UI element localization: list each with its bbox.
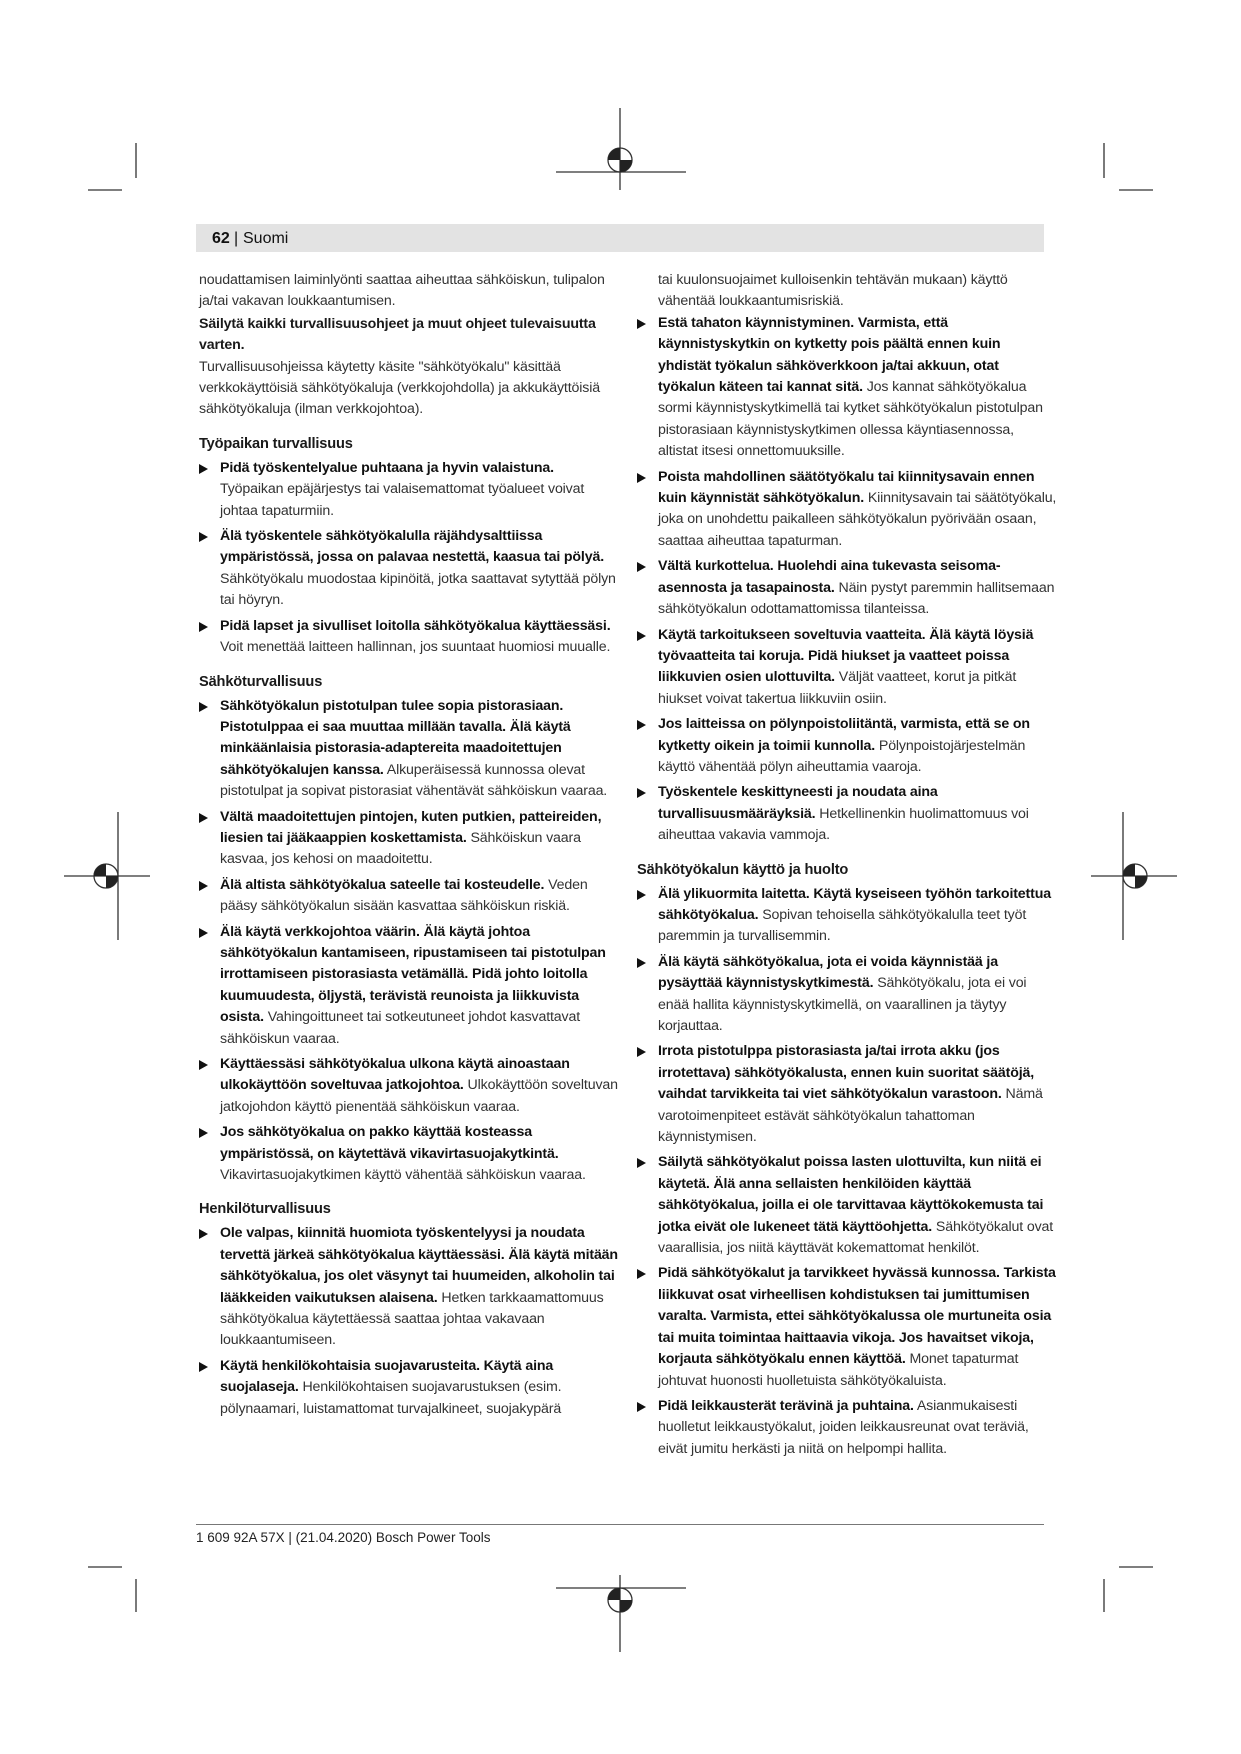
bullet-triangle-icon [637, 890, 646, 900]
bullet-triangle-icon [637, 473, 646, 483]
list-item: Älä käytä sähkötyökalua, jota ei voida käynnistää ja pysäyttää käynnistyskytkimestä. Sähkötyökalu, jota ei voi enää hallita käynnistyskytkimellä, on vaarallinen ja täytyy korjauttaa. [637, 952, 1057, 1038]
bullet-triangle-icon [637, 1269, 646, 1279]
list-item: Työskentele keskittyneesti ja noudata aina turvallisuusmääräyksiä. Hetkellinenkin huolimattomuus voi aiheuttaa vakavia vammoja. [637, 782, 1057, 846]
bullet-triangle-icon [199, 464, 208, 474]
bullet-triangle-icon [199, 928, 208, 938]
bullet-triangle-icon [637, 631, 646, 641]
bullet-triangle-icon [199, 1128, 208, 1138]
right-column [637, 270, 1057, 1464]
list-item: Pidä sähkötyökalut ja tarvikkeet hyvässä kunnossa. Tarkista liikkuvat osat virheellisen kohdistuksen tai jumittumisen varalta. Varmista, ettei sähkötyökalussa ole murtuneita osia tai muita toimintaa haittaavia vikoja. Jos havaitset vikoja, korjauta sähkötyökalu ennen käyttöä. Monet tapaturmat johtuvat huonosti huolletuista sähkötyökaluista. [637, 1263, 1057, 1391]
bullet-triangle-icon [637, 1047, 646, 1057]
list-item: Vältä kurkottelua. Huolehdi aina tukevasta seisoma-asennosta ja tasapainosta. Näin pystyt paremmin hallitsemaan sähkötyökalun odottamattomissa tilanteissa. [637, 556, 1057, 620]
list-item: Älä ylikuormita laitetta. Käytä kyseiseen työhön tarkoitettua sähkötyökalua. Sopivan tehoisella sähkötyökalulla teet työt paremmin ja turvallisemmin. [637, 884, 1057, 948]
section-heading-electrical: Sähköturvallisuus [199, 673, 323, 690]
bullet-triangle-icon [637, 1402, 646, 1412]
list-item: Jos laitteissa on pölynpoistoliitäntä, varmista, että se on kytketty oikein ja toimii kunnolla. Pölynpoistojärjestelmän käyttö vähentää pölyn aiheuttamia vaaroja. [637, 714, 1057, 778]
list-item: Estä tahaton käynnistyminen. Varmista, että käynnistyskytkin on kytketty pois päältä ennen kuin yhdistät työkalun sähköverkkoon ja/tai akkuun, otat työkalun käteen tai kannat sitä. Jos kannat sähkötyökalua sormi käynnistyskytkimellä tai kytket sähkötyökalun pistotulpan pistorasiaan käynnistyskytkimen ollessa käyntiasennossa, altistat itsesi onnettomuuksille. [637, 313, 1057, 463]
bullet-triangle-icon [637, 1158, 646, 1168]
page-footer: 1 609 92A 57X | (21.04.2020) Bosch Power Tools [196, 1530, 491, 1545]
list-item: Sähkötyökalun pistotulpan tulee sopia pistorasiaan. Pistotulppaa ei saa muuttaa millään tavalla. Älä käytä minkäänlaisia pistorasia-adaptereita maadoitettujen sähkötyökalujen kanssa. Alkuperäisessä kunnossa olevat pistotulpat ja sopivat pistorasiat vähentävät sähköiskun vaaraa. [199, 696, 619, 803]
header-separator: | [234, 230, 239, 247]
section-heading-workplace: Työpaikan turvallisuus [199, 435, 353, 452]
list-item: Pidä lapset ja sivulliset loitolla sähkötyökalua käyttäessäsi. Voit menettää laitteen hallinnan, jos suuntaat huomiosi muualle. [199, 616, 619, 659]
list-item: Irrota pistotulppa pistorasiasta ja/tai irrota akku (jos irrotettava) sähkötyökalusta, ennen kuin suoritat säätöjä, vaihdat tarvikkeita tai viet sähkötyökalun varastoon. Nämä varotoimenpiteet estävät sähkötyökalun tahattoman käynnistymisen. [637, 1041, 1057, 1148]
bullet-triangle-icon [637, 720, 646, 730]
list-item: Älä altista sähkötyökalua sateelle tai kosteudelle. Veden pääsy sähkötyökalun sisään kasvattaa sähköiskun riskiä. [199, 875, 619, 918]
page-number: 62 [212, 230, 230, 247]
bullet-triangle-icon [199, 532, 208, 542]
definition-paragraph: Turvallisuusohjeissa käytetty käsite "sähkötyökalu" käsittää verkkokäyttöisiä sähkötyökaluja (verkkojohdolla) ja akkukäyttöisiä sähkötyökaluja (ilman verkkojohtoa). [199, 358, 600, 418]
list-item: Pidä leikkausterät terävinä ja puhtaina. Asianmukaisesti huolletut leikkaustyökalut, joiden leikkausreunat ovat teräviä, eivät jumitu herkästi ja niitä on helpompi hallita. [637, 1396, 1057, 1460]
save-instructions: Säilytä kaikki turvallisuusohjeet ja muut ohjeet tulevaisuutta varten. [199, 315, 596, 354]
page-header [196, 224, 1044, 252]
list-item: Ole valpas, kiinnitä huomiota työskentelyysi ja noudata tervettä järkeä sähkötyökalua käyttäessäsi. Älä käytä mitään sähkötyökalua, jos olet väsynyt tai huumeiden, alkoholin tai lääkkeiden vaikutuksen alaisena. Hetken tarkkaamattomuus sähkötyökalua käytettäessä saattaa johtaa vakavaan loukkaantumiseen. [199, 1223, 619, 1351]
section-heading-personal: Henkilöturvallisuus [199, 1201, 331, 1218]
intro-continuation: tai kuulonsuojaimet kulloisenkin tehtävän mukaan) käyttö vähentää loukkaantumisriskiä. [658, 272, 1008, 310]
list-item: Pidä työskentelyalue puhtaana ja hyvin valaistuna. Työpaikan epäjärjestys tai valaisemattomat työalueet voivat johtaa tapaturmiin. [199, 458, 619, 522]
bullet-triangle-icon [199, 881, 208, 891]
bullet-triangle-icon [199, 702, 208, 712]
list-item: Käyttäessäsi sähkötyökalua ulkona käytä ainoastaan ulkokäyttöön soveltuvaa jatkojohtoa. Ulkokäyttöön soveltuvan jatkojohdon käyttö pienentää sähköiskun vaaraa. [199, 1054, 619, 1118]
footer-divider [196, 1524, 1044, 1525]
bullet-triangle-icon [199, 622, 208, 632]
intro-continuation: noudattamisen laiminlyönti saattaa aiheuttaa sähköiskun, tulipalon ja/tai vakavan loukkaantumisen. [199, 272, 605, 310]
list-item: Älä työskentele sähkötyökalulla räjähdysalttiissa ympäristössä, jossa on palavaa nestettä, kaasua tai pölyä. Sähkötyökalu muodostaa kipinöitä, jotka saattavat sytyttää pölyn tai höyryn. [199, 526, 619, 612]
left-column [199, 270, 619, 1424]
bullet-triangle-icon [199, 1229, 208, 1239]
list-item: Käytä henkilökohtaisia suojavarusteita. Käytä aina suojalaseja. Henkilökohtaisen suojavarustuksen (esim. pölynaamari, luistamattomat turvajalkineet, suojakypärä [199, 1356, 619, 1420]
list-item: Poista mahdollinen säätötyökalu tai kiinnitysavain ennen kuin käynnistät sähkötyökalun. Kiinnitysavain tai säätötyökalu, joka on unohdettu paikalleen sähkötyökalun pyörivään osaan, saattaa aiheuttaa tapaturman. [637, 467, 1057, 553]
bullet-triangle-icon [199, 1362, 208, 1372]
section-heading-usage: Sähkötyökalun käyttö ja huolto [637, 861, 849, 878]
header-language: Suomi [243, 230, 289, 247]
bullet-triangle-icon [637, 788, 646, 798]
list-item: Käytä tarkoitukseen soveltuvia vaatteita. Älä käytä löysiä työvaatteita tai koruja. Pidä hiukset ja vaatteet poissa liikkuvien osien ulottuvilta. Väljät vaatteet, korut ja pitkät hiukset voivat takertua liikkuviin osiin. [637, 625, 1057, 711]
list-item: Älä käytä verkkojohtoa väärin. Älä käytä johtoa sähkötyökalun kantamiseen, ripustamiseen tai pistotulpan irrottamiseen pistorasiasta vetämällä. Pidä johto loitolla kuumuudesta, öljystä, terävistä reunoista ja liikkuvista osista. Vahingoittuneet tai sotkeutuneet johdot kasvattavat sähköiskun vaaraa. [199, 922, 619, 1050]
list-item: Säilytä sähkötyökalut poissa lasten ulottuvilta, kun niitä ei käytetä. Älä anna sellaisten henkilöiden käyttää sähkötyökalua, joilla ei ole tarvittavaa käyttökokemusta tai jotka eivät ole lukeneet tätä käyttöohjetta. Sähkötyökalut ovat vaarallisia, jos niitä käyttävät kokemattomat henkilöt. [637, 1152, 1057, 1259]
bullet-triangle-icon [637, 319, 646, 329]
bullet-triangle-icon [637, 958, 646, 968]
bullet-triangle-icon [199, 1060, 208, 1070]
bullet-triangle-icon [637, 562, 646, 572]
bullet-triangle-icon [199, 813, 208, 823]
list-item: Vältä maadoitettujen pintojen, kuten putkien, patteireiden, liesien tai jääkaappien koskettamista. Sähköiskun vaara kasvaa, jos kehosi on maadoitettu. [199, 807, 619, 871]
list-item: Jos sähkötyökalua on pakko käyttää kosteassa ympäristössä, on käytettävä vikavirtasuojakytkintä. Vikavirtasuojakytkimen käyttö vähentää sähköiskun vaaraa. [199, 1122, 619, 1186]
